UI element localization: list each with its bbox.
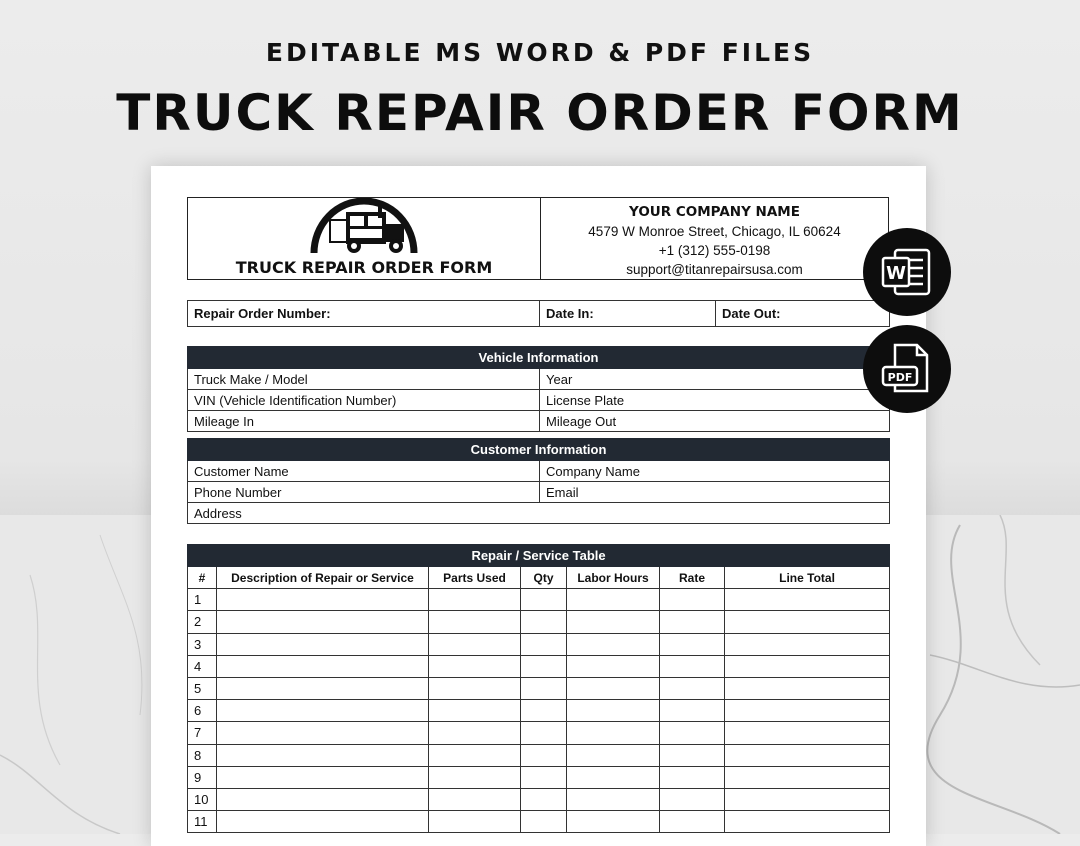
total-cell[interactable]	[725, 811, 890, 833]
vehicle-info-title: Vehicle Information	[188, 347, 890, 369]
qty-cell[interactable]	[521, 677, 567, 699]
parts-cell[interactable]	[429, 744, 521, 766]
company-phone[interactable]: +1 (312) 555-0198	[658, 243, 771, 258]
logo-cell	[188, 198, 541, 279]
form-page	[151, 166, 926, 846]
rate-cell[interactable]	[660, 611, 725, 633]
total-cell[interactable]	[725, 589, 890, 611]
table-row	[188, 722, 890, 744]
labor-cell[interactable]	[567, 744, 660, 766]
rate-cell[interactable]	[660, 700, 725, 722]
pdf-badge[interactable]	[863, 325, 951, 413]
qty-cell[interactable]	[521, 722, 567, 744]
col-header-labor: Labor Hours	[567, 567, 660, 589]
repair-order-number-field[interactable]: Repair Order Number:	[188, 301, 540, 327]
description-cell[interactable]	[217, 700, 429, 722]
total-cell[interactable]	[725, 744, 890, 766]
rate-cell[interactable]	[660, 744, 725, 766]
headline-subtitle: EDITABLE MS WORD & PDF FILES	[265, 38, 815, 67]
table-row	[188, 655, 890, 677]
date-out-field[interactable]: Date Out:	[716, 301, 890, 327]
parts-cell[interactable]	[429, 611, 521, 633]
description-cell[interactable]	[217, 633, 429, 655]
parts-cell[interactable]	[429, 655, 521, 677]
qty-cell[interactable]	[521, 611, 567, 633]
row-number: 8	[188, 744, 217, 766]
row-number: 6	[188, 700, 217, 722]
qty-cell[interactable]	[521, 589, 567, 611]
description-cell[interactable]	[217, 722, 429, 744]
qty-cell[interactable]	[521, 788, 567, 810]
company-address[interactable]: 4579 W Monroe Street, Chicago, IL 60624	[588, 224, 841, 239]
rate-cell[interactable]	[660, 766, 725, 788]
year-field[interactable]: Year	[540, 369, 890, 390]
row-number: 1	[188, 589, 217, 611]
qty-cell[interactable]	[521, 633, 567, 655]
table-row	[188, 589, 890, 611]
customer-name-field[interactable]: Customer Name	[188, 461, 540, 482]
description-cell[interactable]	[217, 611, 429, 633]
total-cell[interactable]	[725, 722, 890, 744]
description-cell[interactable]	[217, 677, 429, 699]
rate-cell[interactable]	[660, 589, 725, 611]
labor-cell[interactable]	[567, 611, 660, 633]
parts-cell[interactable]	[429, 811, 521, 833]
parts-cell[interactable]	[429, 766, 521, 788]
description-cell[interactable]	[217, 655, 429, 677]
qty-cell[interactable]	[521, 655, 567, 677]
rate-cell[interactable]	[660, 633, 725, 655]
rate-cell[interactable]	[660, 722, 725, 744]
table-row	[188, 633, 890, 655]
table-row	[188, 788, 890, 810]
labor-cell[interactable]	[567, 722, 660, 744]
form-header	[187, 197, 889, 280]
description-cell[interactable]	[217, 589, 429, 611]
table-row	[188, 700, 890, 722]
row-number: 3	[188, 633, 217, 655]
labor-cell[interactable]	[567, 788, 660, 810]
col-header-qty: Qty	[521, 567, 567, 589]
col-header-description: Description of Repair or Service	[217, 567, 429, 589]
truck-logo-icon	[310, 198, 418, 256]
row-number: 5	[188, 677, 217, 699]
repair-table-header	[188, 567, 890, 589]
email-field[interactable]: Email	[540, 482, 890, 503]
total-cell[interactable]	[725, 633, 890, 655]
order-info-table	[187, 300, 890, 327]
total-cell[interactable]	[725, 766, 890, 788]
total-cell[interactable]	[725, 611, 890, 633]
parts-cell[interactable]	[429, 700, 521, 722]
table-row	[188, 811, 890, 833]
customer-info-table	[187, 438, 890, 524]
vehicle-info-table	[187, 346, 890, 432]
table-row	[188, 744, 890, 766]
table-row	[188, 611, 890, 633]
word-file-icon	[879, 244, 935, 300]
table-row	[188, 766, 890, 788]
headline-title: TRUCK REPAIR ORDER FORM	[116, 84, 964, 142]
rate-cell[interactable]	[660, 655, 725, 677]
labor-cell[interactable]	[567, 766, 660, 788]
labor-cell[interactable]	[567, 633, 660, 655]
col-header-parts: Parts Used	[429, 567, 521, 589]
row-number: 7	[188, 722, 217, 744]
address-field[interactable]: Address	[188, 503, 890, 524]
row-number: 2	[188, 611, 217, 633]
vin-field[interactable]: VIN (Vehicle Identification Number)	[188, 390, 540, 411]
row-number: 4	[188, 655, 217, 677]
qty-cell[interactable]	[521, 766, 567, 788]
qty-cell[interactable]	[521, 744, 567, 766]
company-name-field[interactable]: Company Name	[540, 461, 890, 482]
description-cell[interactable]	[217, 811, 429, 833]
qty-cell[interactable]	[521, 700, 567, 722]
license-plate-field[interactable]: License Plate	[540, 390, 890, 411]
parts-cell[interactable]	[429, 788, 521, 810]
description-cell[interactable]	[217, 766, 429, 788]
pdf-file-icon	[879, 341, 935, 397]
parts-cell[interactable]	[429, 589, 521, 611]
word-badge[interactable]	[863, 228, 951, 316]
repair-service-table	[187, 544, 890, 833]
labor-cell[interactable]	[567, 677, 660, 699]
pdf-label: PDF	[887, 371, 913, 384]
company-name[interactable]: YOUR COMPANY NAME	[629, 204, 800, 220]
total-cell[interactable]	[725, 788, 890, 810]
col-header-rate: Rate	[660, 567, 725, 589]
mileage-out-field[interactable]: Mileage Out	[540, 411, 890, 432]
date-in-field[interactable]: Date In:	[540, 301, 716, 327]
parts-cell[interactable]	[429, 633, 521, 655]
repair-table-title: Repair / Service Table	[188, 545, 890, 567]
col-header-number: #	[188, 567, 217, 589]
parts-cell[interactable]	[429, 677, 521, 699]
description-cell[interactable]	[217, 788, 429, 810]
row-number: 9	[188, 766, 217, 788]
total-cell[interactable]	[725, 677, 890, 699]
row-number: 10	[188, 788, 217, 810]
total-cell[interactable]	[725, 655, 890, 677]
qty-cell[interactable]	[521, 811, 567, 833]
phone-number-field[interactable]: Phone Number	[188, 482, 540, 503]
form-title: TRUCK REPAIR ORDER FORM	[235, 258, 493, 277]
customer-info-title: Customer Information	[188, 439, 890, 461]
labor-cell[interactable]	[567, 811, 660, 833]
rate-cell[interactable]	[660, 811, 725, 833]
labor-cell[interactable]	[567, 655, 660, 677]
description-cell[interactable]	[217, 744, 429, 766]
rate-cell[interactable]	[660, 677, 725, 699]
row-number: 11	[188, 811, 217, 833]
company-info	[541, 198, 888, 279]
parts-cell[interactable]	[429, 722, 521, 744]
total-cell[interactable]	[725, 700, 890, 722]
table-row	[188, 677, 890, 699]
rate-cell[interactable]	[660, 788, 725, 810]
company-email[interactable]: support@titanrepairsusa.com	[626, 262, 803, 277]
word-letter: W	[886, 263, 906, 284]
mileage-in-field[interactable]: Mileage In	[188, 411, 540, 432]
labor-cell[interactable]	[567, 589, 660, 611]
col-header-total: Line Total	[725, 567, 890, 589]
truck-make-model-field[interactable]: Truck Make / Model	[188, 369, 540, 390]
labor-cell[interactable]	[567, 700, 660, 722]
